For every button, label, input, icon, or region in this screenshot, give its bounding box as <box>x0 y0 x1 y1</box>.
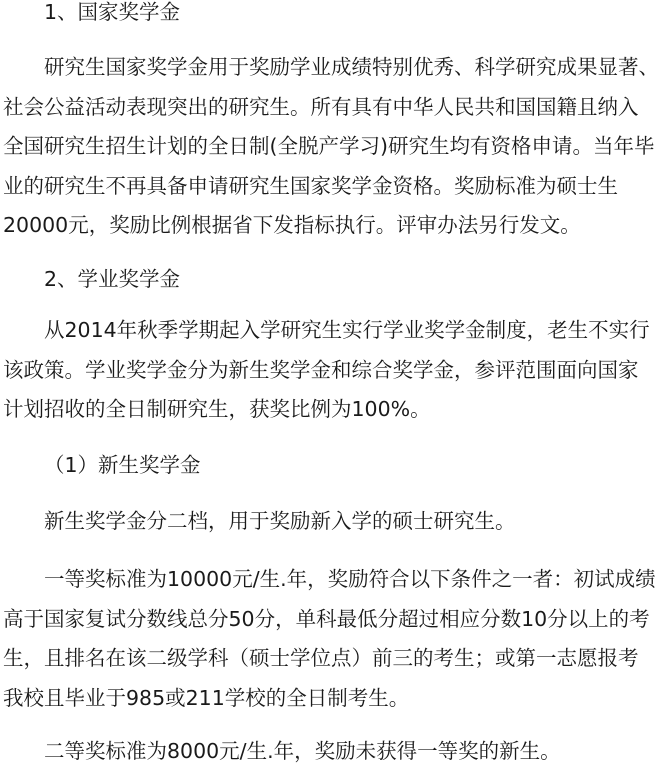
text-line: 我校且毕业于985或211学校的全日制考生。 <box>3 685 410 710</box>
paragraph-freshman-intro <box>3 502 667 542</box>
paragraph-second-prize <box>3 732 667 772</box>
heading-text: 2、学业奖学金 <box>44 267 181 291</box>
text-line: 20000元，奖励比例根据省下发指标执行。评审办法另行发文。 <box>3 213 581 237</box>
heading-text: 1、国家奖学金 <box>44 0 181 24</box>
heading-national-scholarship <box>3 0 667 33</box>
text-line: 生，且排名在该二级学科（硕士学位点）前三的考生；或第一志愿报考 <box>3 646 639 670</box>
paragraph-academic-scholarship <box>3 311 667 430</box>
paragraph-first-prize <box>3 560 667 718</box>
heading-text: （1）新生奖学金 <box>44 453 201 477</box>
text-line: 业的研究生不再具备申请研究生国家奖学金资格。奖励标准为硕士生 <box>3 173 618 198</box>
text-line: 一等奖标准为10000元/生.年，奖励符合以下条件之一者：初试成绩 <box>44 567 656 591</box>
text-line: 研究生国家奖学金用于奖励学业成绩特别优秀、科学研究成果显著、 <box>44 55 659 79</box>
text-line: 二等奖标准为8000元/生.年，奖励未获得一等奖的新生。 <box>44 739 561 763</box>
text-line: 社会公益活动表现突出的研究生。所有具有中华人民共和国国籍且纳入 <box>3 94 639 119</box>
text-line: 计划招收的全日制研究生，获奖比例为100%。 <box>3 397 431 421</box>
text-line: 新生奖学金分二档，用于奖励新入学的硕士研究生。 <box>44 509 516 533</box>
text-line: 全国研究生招生计划的全日制(全脱产学习)研究生均有资格申请。当年毕 <box>3 134 655 158</box>
paragraph-national-scholarship <box>3 48 667 246</box>
heading-academic-scholarship <box>3 260 667 300</box>
text-line: 高于国家复试分数线总分50分，单科最低分超过相应分数10分以上的考 <box>3 606 650 631</box>
heading-freshman-scholarship <box>3 446 667 486</box>
text-line: 从2014年秋季学期起入学研究生实行学业奖学金制度，老生不实行 <box>44 318 650 342</box>
text-line: 该政策。学业奖学金分为新生奖学金和综合奖学金，参评范围面向国家 <box>3 357 639 382</box>
